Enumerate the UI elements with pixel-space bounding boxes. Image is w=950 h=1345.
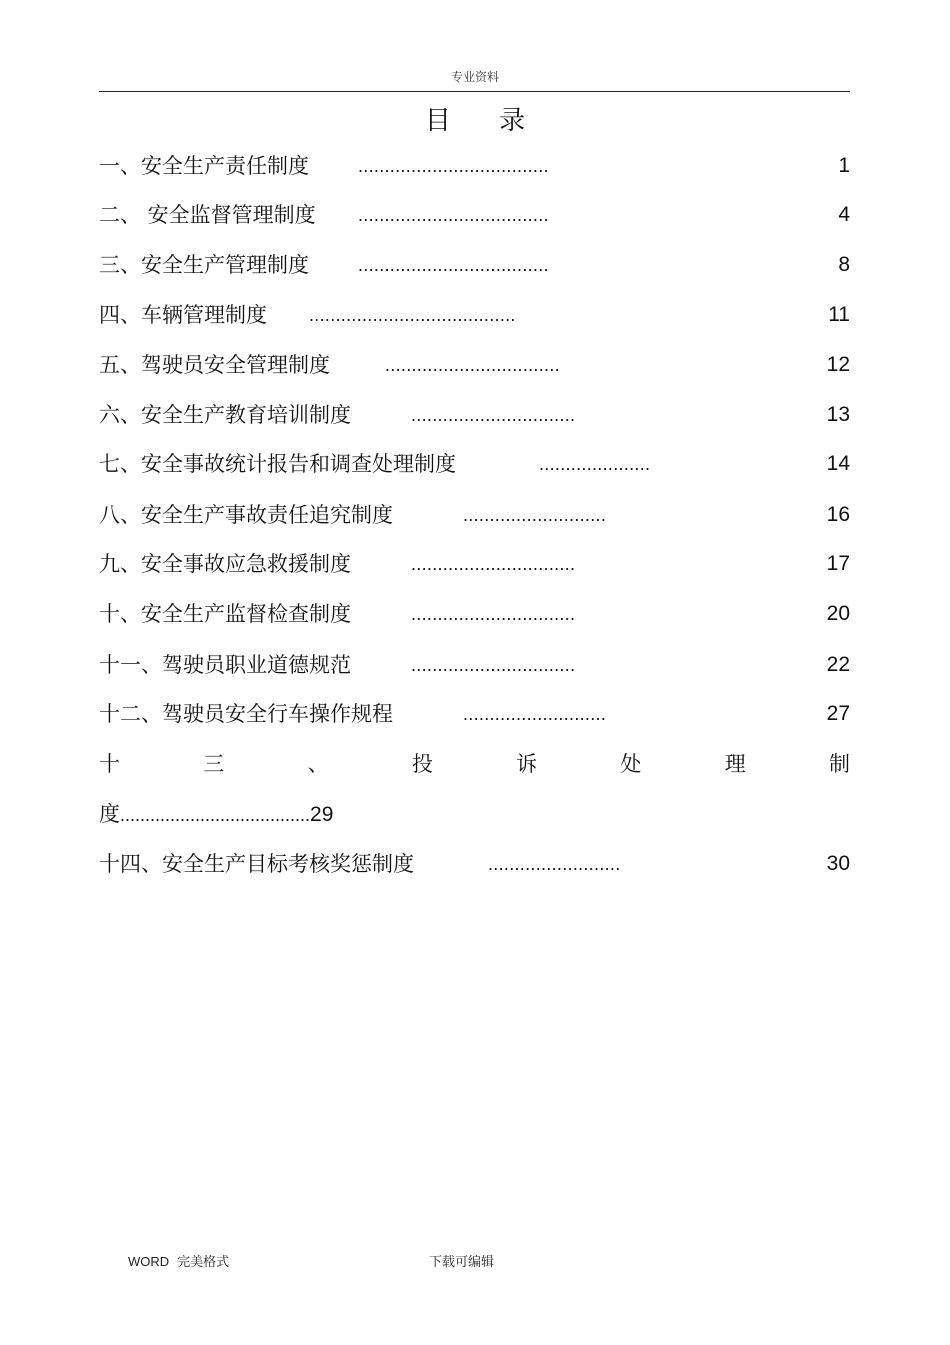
toc-leader-dots: ............................... <box>411 405 576 425</box>
page-footer-left <box>128 1251 229 1270</box>
toc-leader-dots: .................................... <box>358 156 549 176</box>
toc-leader-dots: .................................... <box>358 255 549 275</box>
toc-page-number: 27 <box>826 702 850 725</box>
header-rule <box>99 91 850 92</box>
page-footer-right: 下载可编辑 <box>429 1255 495 1270</box>
toc-entry-label: 十四、安全生产目标考核奖惩制度 <box>99 852 414 876</box>
toc-entry[interactable] <box>99 300 850 330</box>
toc-split-char: 诉 <box>516 752 538 776</box>
toc-entry-label: 二、 安全监督管理制度 <box>99 203 316 227</box>
toc-leader-dots: ............................... <box>411 554 576 574</box>
toc-leader-dots: ......................... <box>488 854 621 874</box>
toc-entry[interactable] <box>99 599 850 629</box>
page-header: 专业资料 <box>450 70 499 84</box>
toc-entry-label: 七、安全事故统计报告和调查处理制度 <box>99 452 456 476</box>
toc-entry[interactable] <box>99 250 850 280</box>
toc-split-tail: 度 <box>99 802 120 826</box>
toc-entry[interactable] <box>99 151 850 181</box>
toc-split-char: 三 <box>203 752 225 776</box>
toc-page-number: 14 <box>826 452 850 475</box>
toc-leader-dots: .................................... <box>358 205 549 225</box>
toc-leader-dots: ........................... <box>463 704 607 724</box>
toc-split-char: 、 <box>307 752 329 776</box>
toc-entry[interactable] <box>99 200 850 230</box>
toc-entry-label: 八、安全生产事故责任追究制度 <box>99 503 393 527</box>
toc-page-number: 30 <box>826 852 850 875</box>
footer-word-label: WORD <box>128 1254 170 1269</box>
toc-entry[interactable] <box>99 699 850 729</box>
toc-leader-dots: ........................... <box>463 505 607 525</box>
toc-page-number: 22 <box>826 653 850 676</box>
toc-entry-label: 四、车辆管理制度 <box>99 303 267 327</box>
toc-entry[interactable] <box>99 449 850 479</box>
toc-page-number: 4 <box>838 203 850 226</box>
toc-leader-dots: ............................... <box>411 655 576 675</box>
toc-entry-label: 十二、驾驶员安全行车操作规程 <box>99 702 393 726</box>
toc-entry-label: 三、安全生产管理制度 <box>99 253 309 277</box>
toc-leader-dots: ..................... <box>539 454 651 474</box>
footer-format-label: 完美格式 <box>177 1255 230 1270</box>
toc-leader-dots: ................................. <box>385 355 560 375</box>
toc-entry-label: 十一、驾驶员职业道德规范 <box>99 653 351 677</box>
toc-page-number: 29 <box>310 803 334 826</box>
toc-page-number: 17 <box>826 552 850 575</box>
toc-entry-split-continuation[interactable] <box>99 799 333 829</box>
toc-page-number: 11 <box>828 303 850 326</box>
toc-leader-dots: ...................................... <box>120 805 311 825</box>
toc-entry[interactable] <box>99 400 850 430</box>
toc-page-number: 16 <box>826 503 850 526</box>
toc-page-number: 1 <box>838 154 850 177</box>
toc-entry-split-line[interactable] <box>99 749 850 779</box>
toc-entry-label: 五、驾驶员安全管理制度 <box>99 353 330 377</box>
toc-entry-label: 六、安全生产教育培训制度 <box>99 403 351 427</box>
toc-entry[interactable] <box>99 549 850 579</box>
toc-leader-dots: ............................... <box>411 604 576 624</box>
toc-entry[interactable] <box>99 500 850 530</box>
toc-split-char: 制 <box>828 752 850 776</box>
toc-split-char: 理 <box>724 752 746 776</box>
toc-page-number: 8 <box>838 253 850 276</box>
toc-title: 目 录 <box>424 106 546 136</box>
toc-entry-label: 十、安全生产监督检查制度 <box>99 602 351 626</box>
toc-split-char: 处 <box>620 752 642 776</box>
toc-leader-dots: ....................................... <box>309 305 516 325</box>
toc-entry-label: 九、安全事故应急救援制度 <box>99 552 351 576</box>
toc-split-char: 投 <box>411 752 433 776</box>
toc-page-number: 20 <box>826 602 850 625</box>
toc-entry[interactable] <box>99 650 850 680</box>
toc-entry[interactable] <box>99 849 850 879</box>
toc-page-number: 12 <box>826 353 850 376</box>
toc-entry-label: 一、安全生产责任制度 <box>99 154 309 178</box>
toc-split-char: 十 <box>99 752 120 776</box>
toc-entry[interactable] <box>99 350 850 380</box>
toc-page-number: 13 <box>826 403 850 426</box>
